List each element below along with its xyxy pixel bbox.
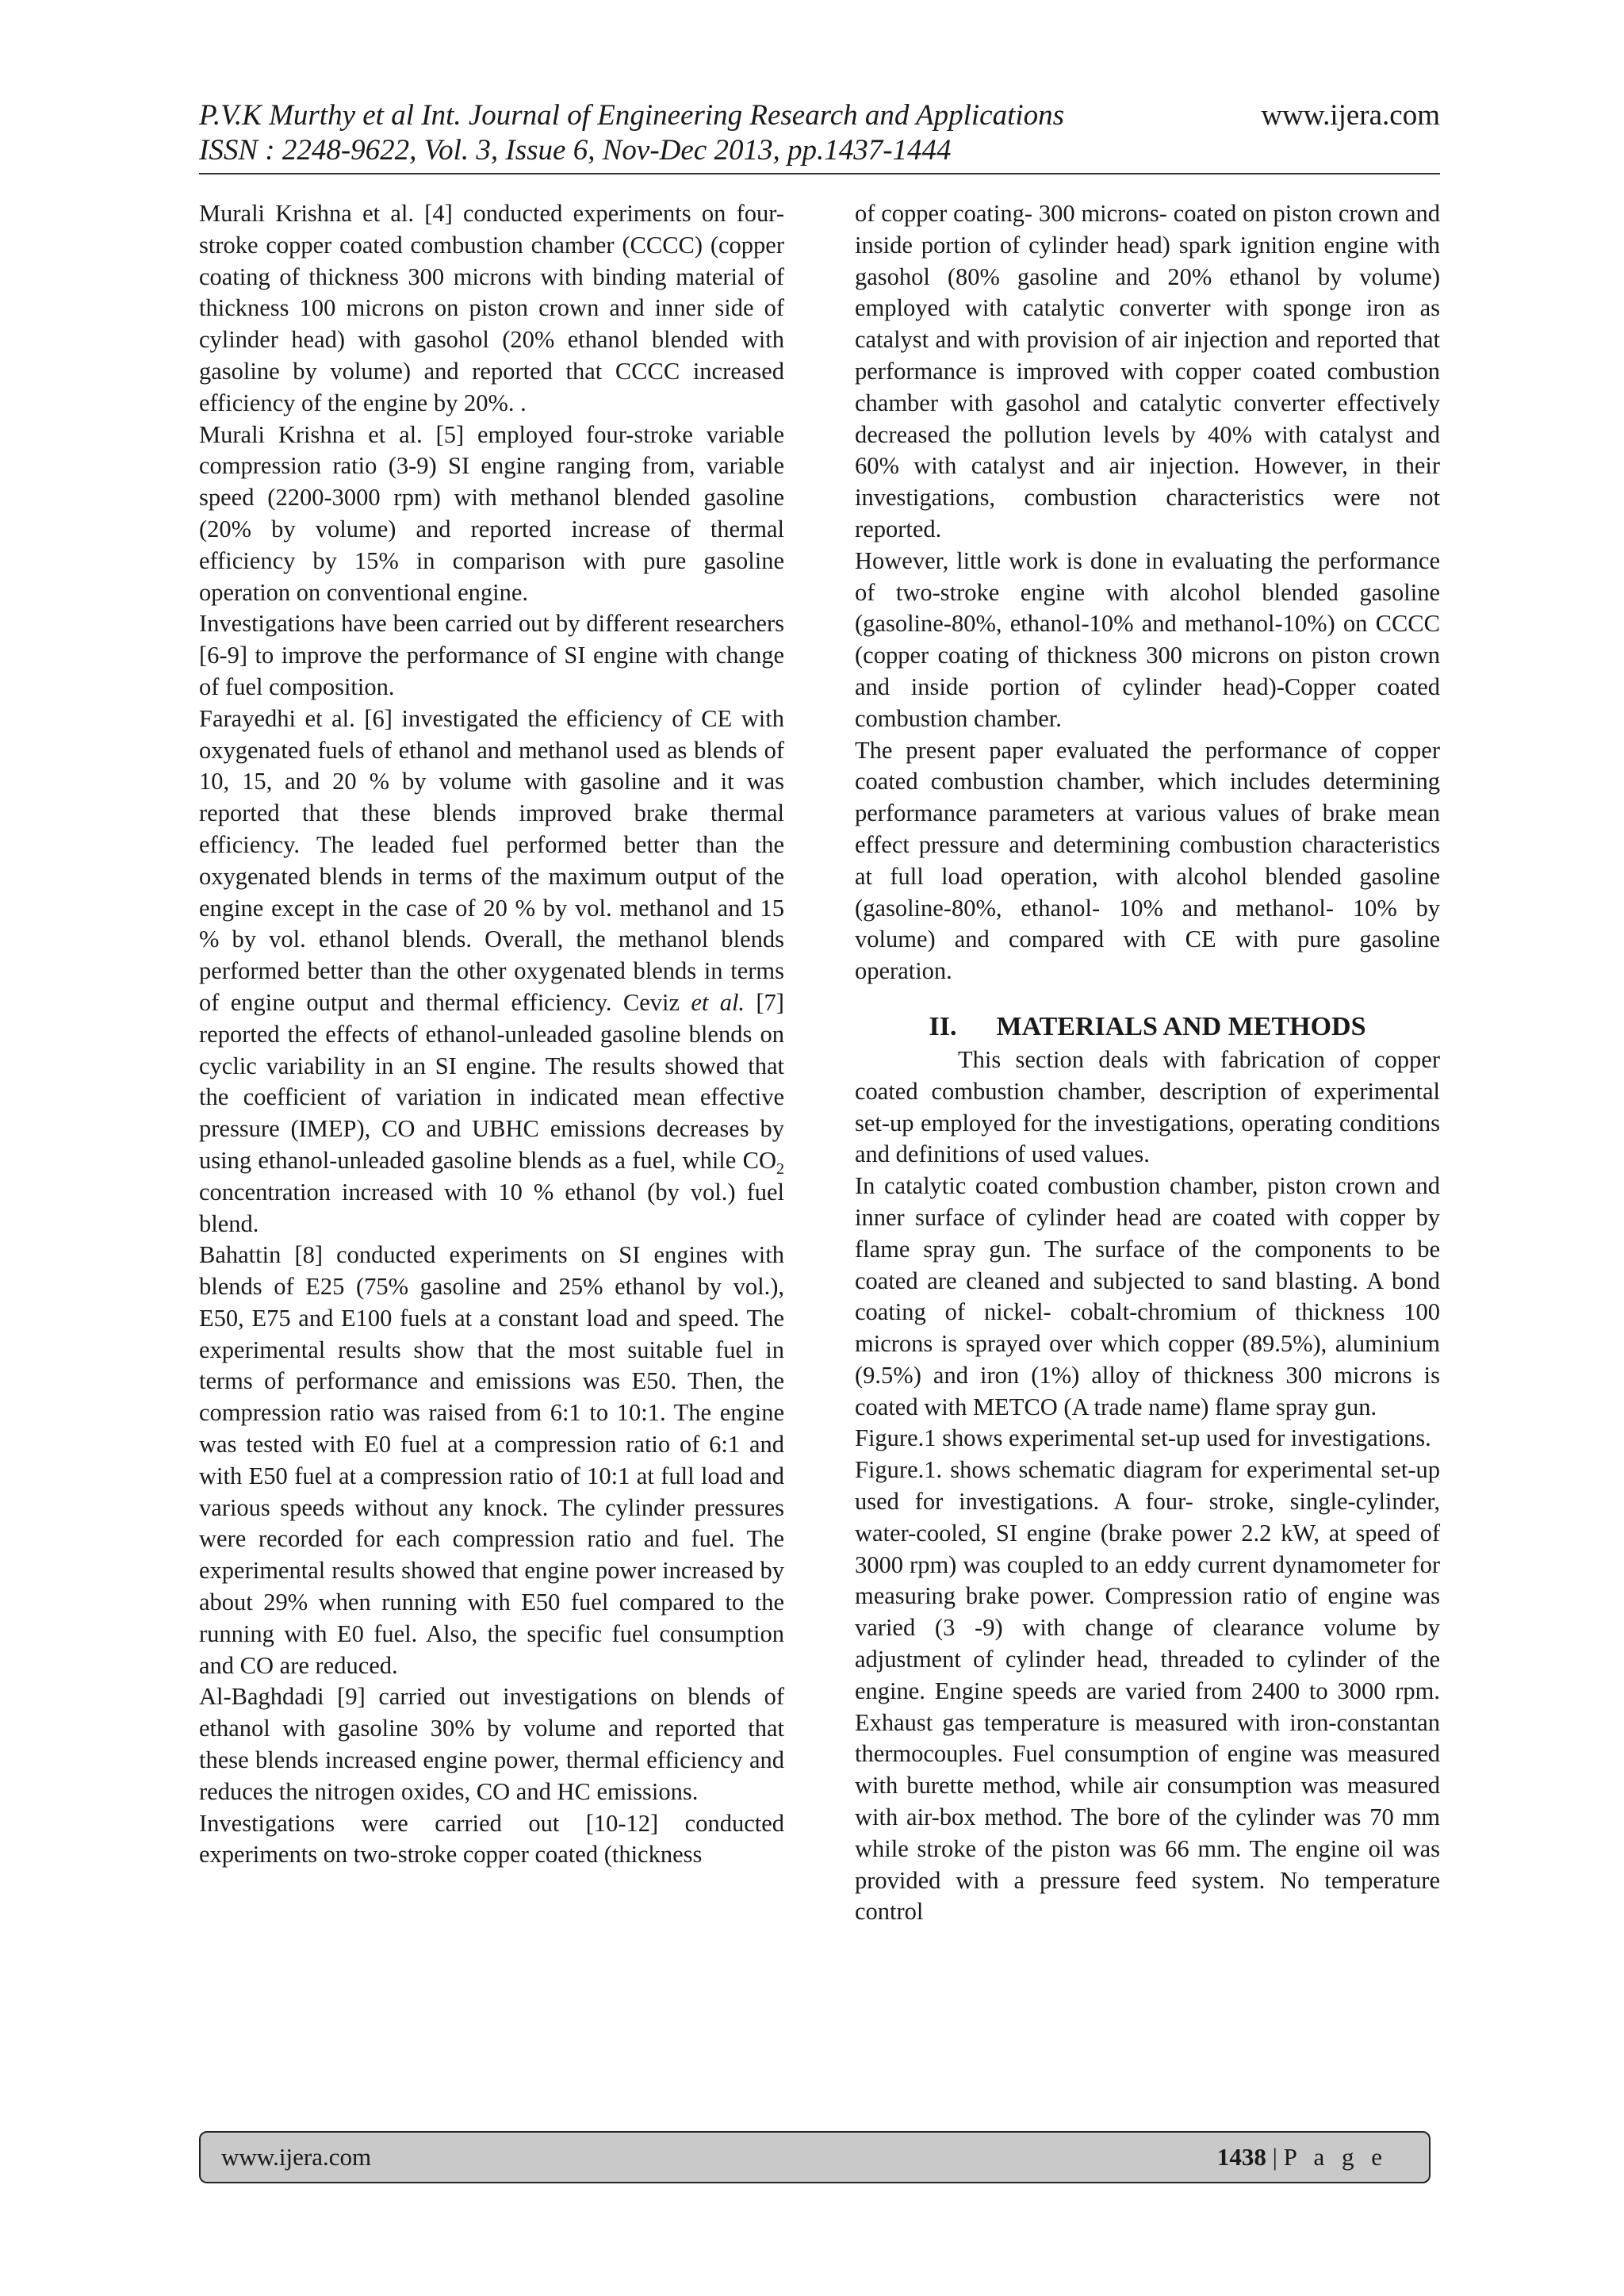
paragraph: Bahattin [8] conducted experiments on SI engines with blends of E25 (75% gasoline and 25% ethanol by vol.), E50, E75 and E100 fuels at a constant load and speed. The experimental results show that the most suitable fuel in terms of performance and emissions was E50. Then, the compression ratio was raised from 6:1 to 10:1. The engine was tested with E0 fuel at a compression ratio of 6:1 and with E50 fuel at a compression ratio of 10:1 at full load and various speeds without any knock. The cylinder pressures were recorded for each compression ratio and fuel. The experimental results showed that engine power increased by about 29% when running with E50 fuel compared to the running with E0 fuel. Also, the specific fuel consumption and CO are reduced. [199,1241,784,1679]
paragraph: The present paper evaluated the performance of copper coated combustion chamber, which includes determining performance parameters at various values of brake mean effect pressure and determining combustion characteristics at full load operation, with alcohol blended gasoline (gasoline-80%, ethanol- 10% and methanol- 10% by volume) and compared with CE with pure gasoline operation. [855,736,1440,985]
issn-line: ISSN : 2248-9622, Vol. 3, Issue 6, Nov-Dec 2013, pp.1437-1444 [199,134,952,167]
paragraph: of copper coating- 300 microns- coated on piston crown and inside portion of cylinder head) spark ignition engine with gasohol (80% gasoline and 20% ethanol by volume) employed with catalytic converter with sponge iron as catalyst and with provision of air injection and reported that performance is improved with copper coated combustion chamber with gasohol and catalytic converter effectively decreased the pollution levels by 40% with catalyst and 60% with catalyst and air injection. However, in their investigations, combustion characteristics were not reported. [855,200,1440,542]
journal-citation: P.V.K Murthy et al Int. Journal of Engineering Research and Applications [199,99,1065,132]
right-column [855,198,1440,1928]
page-footer [199,2131,1431,2183]
page-separator: | [1266,2143,1284,2171]
paragraph: Investigations have been carried out by different researchers [6-9] to improve the performance of SI engine with change of fuel composition. [199,610,784,700]
journal-url[interactable]: www.ijera.com [1261,99,1440,132]
header-rule [199,173,1440,174]
text-run: Farayedhi et al. [6] investigated the efficiency of CE with oxygenated fuels of ethanol and methanol used as blends of 10, 15, and 20 % by volume with gasoline and it was reported that these blends improved brake thermal efficiency. The leaded fuel performed better than the oxygenated blends in terms of the maximum output of the engine except in the case of 20 % by vol. methanol and 15 % by vol. ethanol blends. Overall, the methanol blends performed better than the other oxygenated blends in terms of engine output and thermal efficiency. Ceviz [199,704,784,1016]
paragraph: This section deals with fabrication of copper coated combustion chamber, description of experimental set-up employed for the investigations, operating conditions and definitions of used values. [855,1045,1440,1168]
running-header [199,98,1440,168]
left-column [199,198,784,1871]
paragraph: Figure.1 shows experimental set-up used for investigations. [855,1424,1431,1452]
section-title: MATERIALS AND METHODS [996,1011,1366,1041]
footer-url[interactable]: www.ijera.com [221,2143,372,2171]
paragraph [199,703,784,1240]
italic-text: et al. [691,988,745,1016]
paragraph: Murali Krishna et al. [4] conducted experiments on four-stroke copper coated combustion chamber (CCCC) (copper coating of thickness 300 microns with binding material of thickness 100 microns on piston crown and inner side of cylinder head) with gasohol (20% ethanol blended with gasoline by volume) and reported that CCCC increased efficiency of the engine by 20%. . [199,200,784,416]
subscript: 2 [776,1160,784,1178]
page-number: 1438 [1216,2143,1266,2171]
section-heading [855,1010,1440,1045]
page-word: P a g e [1283,2143,1388,2171]
paragraph: Murali Krishna et al. [5] employed four-stroke variable compression ratio (3-9) SI engine ranging from, variable speed (2200-3000 rpm) with methanol blended gasoline (20% by volume) and reported increase of thermal efficiency by 15% in comparison with pure gasoline operation on conventional engine. [199,420,784,606]
paragraph: In catalytic coated combustion chamber, piston crown and inner surface of cylinder head are coated with copper by flame spray gun. The surface of the components to be coated are cleaned and subjected to sand blasting. A bond coating of nickel- cobalt-chromium of thickness 100 microns is sprayed over which copper (89.5%), aluminium (9.5%) and iron (1%) alloy of thickness 300 microns is coated with METCO (A trade name) flame spray gun. [855,1172,1440,1420]
paragraph: Al-Baghdadi [9] carried out investigations on blends of ethanol with gasoline 30% by volume and reported that these blends increased engine power, thermal efficiency and reduces the nitrogen oxides, CO and HC emissions. [199,1683,784,1805]
page-indicator [1217,2143,1388,2171]
text-run: [7] reported the effects of ethanol-unleaded gasoline blends on cyclic variability in an SI engine. The results showed that the coefficient of variation in indicated mean effective pressure (IMEP), CO and UBHC emissions decreases by using ethanol-unleaded gasoline blends as a fuel, while CO [199,988,784,1174]
section-number: II. [929,1011,957,1041]
paragraph: Figure.1. shows schematic diagram for experimental set-up used for investigations. A four- stroke, single-cylinder, water-cooled, SI engine (brake power 2.2 kW, at speed of 3000 rpm) was coupled to an eddy current dynamometer for measuring brake power. Compression ratio of engine was varied (3 -9) with change of clearance volume by adjustment of cylinder head, threaded to cylinder of the engine. Engine speeds are varied from 2400 to 3000 rpm. Exhaust gas temperature is measured with iron-constantan thermocouples. Fuel consumption of engine was measured with burette method, while air consumption was measured with air-box method. The bore of the cylinder was 70 mm while stroke of the piston was 66 mm. The engine oil was provided with a pressure feed system. No temperature control [855,1456,1440,1926]
text-run: concentration increased with 10 % ethanol (by vol.) fuel blend. [199,1178,784,1237]
paragraph: Investigations were carried out [10-12] conducted experiments on two-stroke copper coated (thickness [199,1809,784,1869]
paragraph: However, little work is done in evaluating the performance of two-stroke engine with alcohol blended gasoline (gasoline-80%, ethanol-10% and methanol-10%) on CCCC (copper coating of thickness 300 microns on piston crown and inside portion of cylinder head)-Copper coated combustion chamber. [855,546,1440,732]
